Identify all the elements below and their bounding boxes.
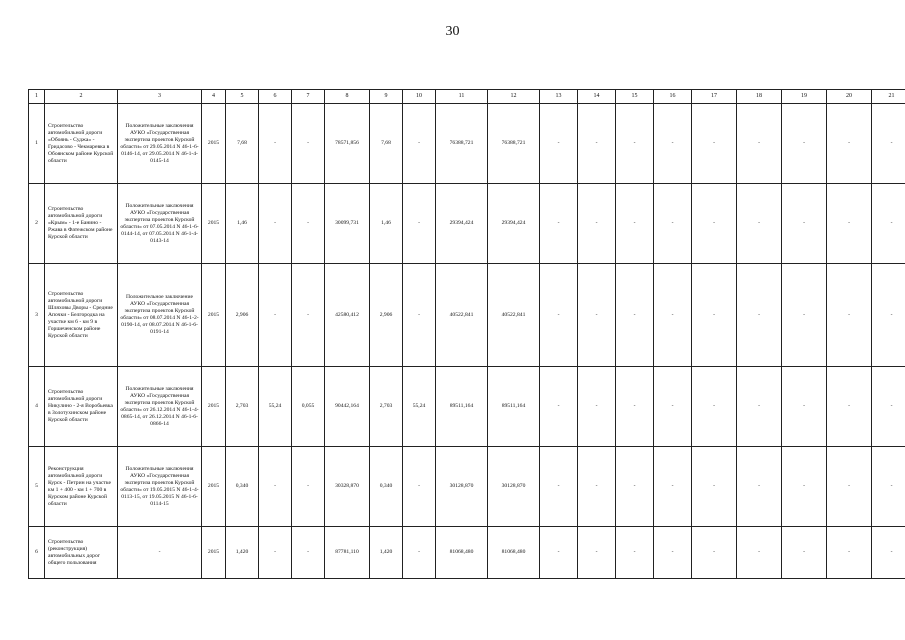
column-number-10: 10 <box>403 90 436 104</box>
column-number-8: 8 <box>325 90 370 104</box>
col19-cell: - <box>782 527 827 579</box>
col6-cell: - <box>259 104 292 184</box>
object-name: Строительство автомобильной дороги «Обоянь - Суджа» - Гридасово - Чекмаревка в Обоянском районе Курской области <box>45 104 118 184</box>
col21-cell: - <box>872 527 905 579</box>
col20-cell: - <box>827 447 872 527</box>
column-number-12: 12 <box>488 90 540 104</box>
col17-cell: - <box>692 527 737 579</box>
col11-cell: 76388,721 <box>436 104 488 184</box>
col11-cell: 30128,870 <box>436 447 488 527</box>
col10-cell: - <box>403 527 436 579</box>
col16-cell: - <box>654 104 692 184</box>
col9-cell: 1,420 <box>370 527 403 579</box>
col8-cell: 30328,870 <box>325 447 370 527</box>
column-number-18: 18 <box>737 90 782 104</box>
col7-cell: - <box>292 447 325 527</box>
year-cell: 2015 <box>202 104 226 184</box>
col18-cell: - <box>737 264 782 367</box>
col7-cell: - <box>292 104 325 184</box>
expert-conclusion: Положительные заключения АУКО «Государственная экспертиза проектов Курской области» от 29.05.2014 N 46-1-6-0146-14, от 29.05.2014 N 46-1-4-0145-14 <box>118 104 202 184</box>
col15-cell: - <box>616 264 654 367</box>
col15-cell: - <box>616 527 654 579</box>
col5-cell: 2,906 <box>226 264 259 367</box>
column-number-4: 4 <box>202 90 226 104</box>
col18-cell: - <box>737 367 782 447</box>
expert-conclusion: Положительные заключения АУКО «Государственная экспертиза проектов Курской области» от 26.12.2014 N 46-1-4-0865-14, от 26.12.2014 N 46-1-6-0866-14 <box>118 367 202 447</box>
year-cell: 2015 <box>202 367 226 447</box>
col19-cell: - <box>782 104 827 184</box>
col16-cell: - <box>654 264 692 367</box>
col19-cell: - <box>782 184 827 264</box>
col7-cell: - <box>292 527 325 579</box>
col12-cell: 29394,424 <box>488 184 540 264</box>
table-row <box>29 264 905 367</box>
col10-cell: - <box>403 264 436 367</box>
col9-cell: 2,906 <box>370 264 403 367</box>
col20-cell: - <box>827 367 872 447</box>
col13-cell: - <box>540 367 578 447</box>
col18-cell: - <box>737 527 782 579</box>
col16-cell: - <box>654 184 692 264</box>
object-name: Строительство (реконструкция) автомобильных дорог общего пользования <box>45 527 118 579</box>
expert-conclusion: Положительные заключения АУКО «Государственная экспертиза проектов Курской области» от 19.05.2015 N 46-1-4-0113-15, от 19.05.2015 N 46-1-6-0114-15 <box>118 447 202 527</box>
col7-cell: 0,055 <box>292 367 325 447</box>
col5-cell: 2,703 <box>226 367 259 447</box>
object-name: Реконструкция автомобильной дороги Курск - Петрин на участке км 1 + 400 - км 1 + 700 в Курском районе Курской области <box>45 447 118 527</box>
column-number-1: 1 <box>29 90 45 104</box>
road-construction-table <box>28 89 905 579</box>
col11-cell: 89511,164 <box>436 367 488 447</box>
col20-cell: - <box>827 527 872 579</box>
col14-cell: - <box>578 367 616 447</box>
object-name: Строительство автомобильной дороги Никулино - 2-я Воробьевка в Золотухинском районе Курской области <box>45 367 118 447</box>
col14-cell: - <box>578 264 616 367</box>
col12-cell: 81068,480 <box>488 527 540 579</box>
row-number: 5 <box>29 447 45 527</box>
table-row <box>29 184 905 264</box>
col9-cell: 0,340 <box>370 447 403 527</box>
col8-cell: 30099,731 <box>325 184 370 264</box>
col13-cell: - <box>540 184 578 264</box>
column-number-16: 16 <box>654 90 692 104</box>
col9-cell: 1,46 <box>370 184 403 264</box>
column-number-9: 9 <box>370 90 403 104</box>
col8-cell: 90442,164 <box>325 367 370 447</box>
object-name: Строительство автомобильной дороги «Крым» - 1-е Банино - Ржава в Фатежском районе Курской области <box>45 184 118 264</box>
expert-conclusion: Положительные заключения АУКО «Государственная экспертиза проектов Курской области» от 07.05.2014 N 46-1-6-0144-14, от 07.05.2014 N 46-1-4-0143-14 <box>118 184 202 264</box>
col14-cell: - <box>578 184 616 264</box>
col21-cell: - <box>872 367 905 447</box>
col11-cell: 29394,424 <box>436 184 488 264</box>
col5-cell: 1,420 <box>226 527 259 579</box>
col6-cell: - <box>259 264 292 367</box>
col6-cell: 55,24 <box>259 367 292 447</box>
col6-cell: - <box>259 184 292 264</box>
col15-cell: - <box>616 367 654 447</box>
col21-cell: - <box>872 184 905 264</box>
page-edge <box>0 632 905 640</box>
row-number: 2 <box>29 184 45 264</box>
col5-cell: 0,340 <box>226 447 259 527</box>
row-number: 4 <box>29 367 45 447</box>
col17-cell: - <box>692 367 737 447</box>
table-row <box>29 104 905 184</box>
column-number-3: 3 <box>118 90 202 104</box>
col8-cell: 42580,412 <box>325 264 370 367</box>
year-cell: 2015 <box>202 447 226 527</box>
col10-cell: - <box>403 447 436 527</box>
col13-cell: - <box>540 447 578 527</box>
col12-cell: 40522,841 <box>488 264 540 367</box>
col19-cell: - <box>782 447 827 527</box>
table-row <box>29 527 905 579</box>
col19-cell: - <box>782 367 827 447</box>
row-number: 6 <box>29 527 45 579</box>
col20-cell: - <box>827 104 872 184</box>
column-number-7: 7 <box>292 90 325 104</box>
object-name: Строительство автомобильной дороги Шляховы Дворы - Средние Апочки - Белгородка на участке км 6 - км 9 в Горшеченском районе Курской области <box>45 264 118 367</box>
column-number-15: 15 <box>616 90 654 104</box>
col6-cell: - <box>259 527 292 579</box>
col13-cell: - <box>540 527 578 579</box>
col10-cell: - <box>403 104 436 184</box>
header-row <box>29 90 905 104</box>
col16-cell: - <box>654 447 692 527</box>
column-number-17: 17 <box>692 90 737 104</box>
col10-cell: 55,24 <box>403 367 436 447</box>
col21-cell: - <box>872 264 905 367</box>
expert-conclusion: Положительное заключение АУКО «Государственная экспертиза проектов Курской области» от 08.07.2014 N 46-1-2-0190-14, от 08.07.2014 N 46-1-6-0191-14 <box>118 264 202 367</box>
col5-cell: 1,46 <box>226 184 259 264</box>
col21-cell: - <box>872 447 905 527</box>
column-number-2: 2 <box>45 90 118 104</box>
col20-cell: - <box>827 184 872 264</box>
column-number-21: 21 <box>872 90 905 104</box>
column-number-19: 19 <box>782 90 827 104</box>
col13-cell: - <box>540 264 578 367</box>
col19-cell: - <box>782 264 827 367</box>
column-number-14: 14 <box>578 90 616 104</box>
col8-cell: 78571,856 <box>325 104 370 184</box>
col11-cell: 81068,480 <box>436 527 488 579</box>
col16-cell: - <box>654 367 692 447</box>
col14-cell: - <box>578 527 616 579</box>
col13-cell: - <box>540 104 578 184</box>
col16-cell: - <box>654 527 692 579</box>
col8-cell: 87781,110 <box>325 527 370 579</box>
column-number-5: 5 <box>226 90 259 104</box>
col18-cell: - <box>737 447 782 527</box>
col9-cell: 7,68 <box>370 104 403 184</box>
col9-cell: 2,703 <box>370 367 403 447</box>
row-number: 1 <box>29 104 45 184</box>
year-cell: 2015 <box>202 184 226 264</box>
column-number-11: 11 <box>436 90 488 104</box>
col12-cell: 76388,721 <box>488 104 540 184</box>
col12-cell: 89511,164 <box>488 367 540 447</box>
col5-cell: 7,68 <box>226 104 259 184</box>
row-number: 3 <box>29 264 45 367</box>
col17-cell: - <box>692 104 737 184</box>
column-number-13: 13 <box>540 90 578 104</box>
col17-cell: - <box>692 184 737 264</box>
col15-cell: - <box>616 447 654 527</box>
col15-cell: - <box>616 104 654 184</box>
page-number: 30 <box>445 24 460 39</box>
year-cell: 2015 <box>202 527 226 579</box>
col17-cell: - <box>692 264 737 367</box>
col15-cell: - <box>616 184 654 264</box>
col11-cell: 40522,841 <box>436 264 488 367</box>
col14-cell: - <box>578 104 616 184</box>
col20-cell: - <box>827 264 872 367</box>
col6-cell: - <box>259 447 292 527</box>
col12-cell: 30128,870 <box>488 447 540 527</box>
col10-cell: - <box>403 184 436 264</box>
col7-cell: - <box>292 184 325 264</box>
col21-cell: - <box>872 104 905 184</box>
col7-cell: - <box>292 264 325 367</box>
year-cell: 2015 <box>202 264 226 367</box>
table-row <box>29 447 905 527</box>
column-number-6: 6 <box>259 90 292 104</box>
col14-cell: - <box>578 447 616 527</box>
column-number-20: 20 <box>827 90 872 104</box>
col18-cell: - <box>737 104 782 184</box>
expert-conclusion: - <box>118 527 202 579</box>
col17-cell: - <box>692 447 737 527</box>
table-row <box>29 367 905 447</box>
col18-cell: - <box>737 184 782 264</box>
